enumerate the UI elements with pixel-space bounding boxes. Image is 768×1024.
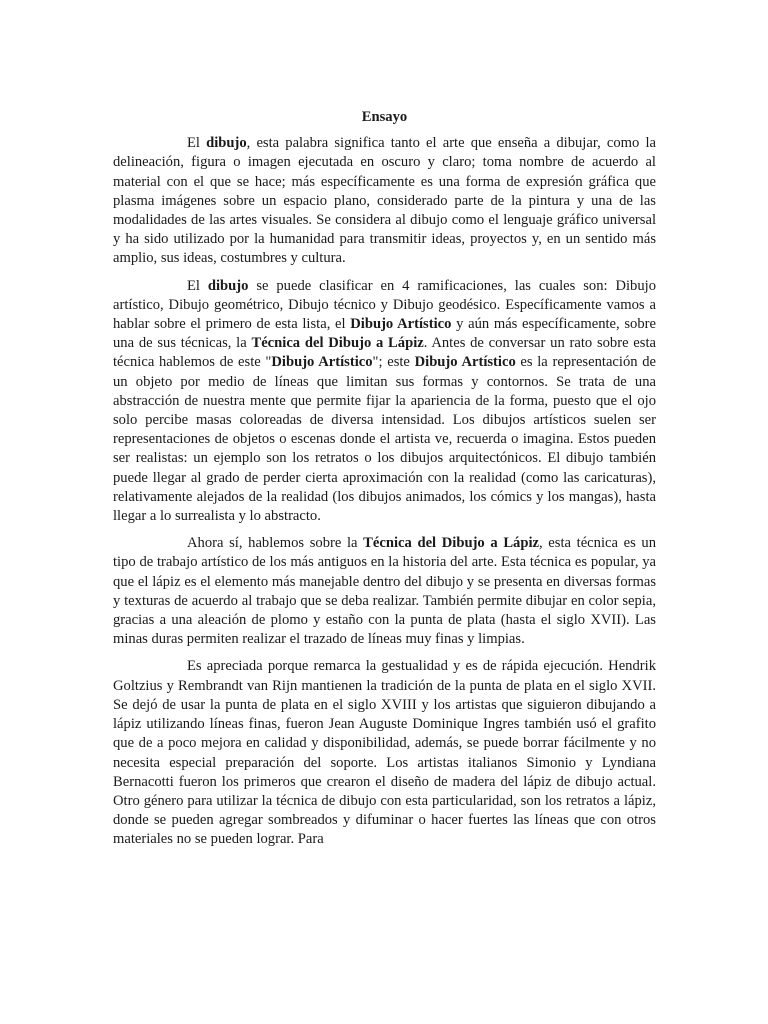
text-run: "; este (372, 354, 415, 371)
bold-term: dibujo (207, 277, 249, 294)
bold-term: Técnica del Dibujo a Lápiz (363, 535, 540, 552)
text-run: , esta palabra significa tanto el arte que enseña a dibujar, como la delineación, figura o imagen ejecutada en oscuro y claro; toma nombre de acuerdo al material con el que se hace; más específicamente es una forma de expresión gráfica que plasma imágenes sobre un espacio plano, considerado parte de la pintura y una de las modalidades de las artes visuales. Se considera al dibujo como el lenguaje gráfico universal y ha sido utilizado por la humanidad para transmitir ideas, proyectos y, en un sentido más amplio, sus ideas, costumbres y cultura. (113, 135, 656, 267)
paragraph (113, 277, 656, 527)
text-run: El (187, 277, 208, 294)
paragraph (113, 134, 656, 268)
bold-term: dibujo (206, 135, 247, 152)
text-run: Es apreciada porque remarca la gestualidad y es de rápida ejecución. Hendrik Goltzius y Rembrandt van Rijn mantienen la tradición de la punta de plata en el siglo XVII. Se dejó de usar la punta de plata en el siglo XVIII y los artistas que siguieron dibujando a lápiz utilizando líneas finas, fueron Jean Auguste Dominique Ingres también usó el grafito que de a poco mejora en calidad y disponibilidad, además, se puede borrar fácilmente y no necesita especial preparación del soporte. Los artistas italianos Simonio y Lyndiana Bernacotti fueron los primeros que crearon el diseño de madera del lápiz de dibujo actual. Otro género para utilizar la técnica de dibujo con esta particularidad, son los retratos a lápiz, donde se pueden agregar sombreados y difuminar o hacer fuertes las líneas que con otros materiales no se pueden lograr. Para (113, 658, 656, 848)
document-title: Ensayo (361, 109, 408, 125)
text-run: se puede clasificar en 4 ramificaciones, las cuales son: Dibujo artístico, Dibujo geométrico, Dibujo técnico y Dibujo geodésico. Específicamente vamos a hablar sobre el primero de esta lista, el (113, 277, 656, 333)
text-run: , esta técnica es un tipo de trabajo artístico de los más antiguos en la historia del arte. Esta técnica es popular, ya que el lápiz es el elemento más manejable dentro del dibujo y se presenta en diversas formas y texturas de acuerdo al trabajo que se deba realizar. También permite dibujar en color sepia, gracias a una aleación de plomo y estaño con la punta de plata (hasta el siglo XVII). Las minas duras permiten realizar el trazado de líneas muy finas y limpias. (113, 535, 657, 648)
document-page (113, 108, 656, 858)
bold-term: Dibujo Artístico (271, 354, 373, 371)
text-run: es la representación de un objeto por medio de líneas que limitan sus formas y contornos. Se trata de una abstracción de nuestra mente que permite fijar la apariencia de la forma, puesto que el ojo solo percibe masas coloreadas de diversa intensidad. Los dibujos artísticos suelen ser representaciones de objetos o escenas donde el artista ve, recuerda o imagina. Estos pueden ser realistas: un ejemplo son los retratos o los dibujos arquitectónicos. El dibujo también puede llegar al grado de perder cierta aproximación con la realidad (como las caricaturas), relativamente alejados de la realidad (los dibujos animados, los cómics y los mangas), hasta llegar a lo surrealista y lo abstracto. (113, 354, 656, 525)
text-run: . Antes de conversar un rato sobre esta técnica hablemos de este " (113, 335, 656, 371)
text-run: El (187, 135, 207, 152)
bold-term: Dibujo Artístico (414, 354, 516, 371)
bold-term: Dibujo Artístico (350, 316, 452, 333)
paragraph (113, 534, 656, 649)
paragraph (113, 657, 656, 849)
text-run: Ahora sí, hablemos sobre la (187, 535, 364, 552)
bold-term: Técnica del Dibujo a Lápiz (251, 335, 424, 352)
text-run: y aún más específicamente, sobre una de sus técnicas, la (113, 316, 656, 352)
